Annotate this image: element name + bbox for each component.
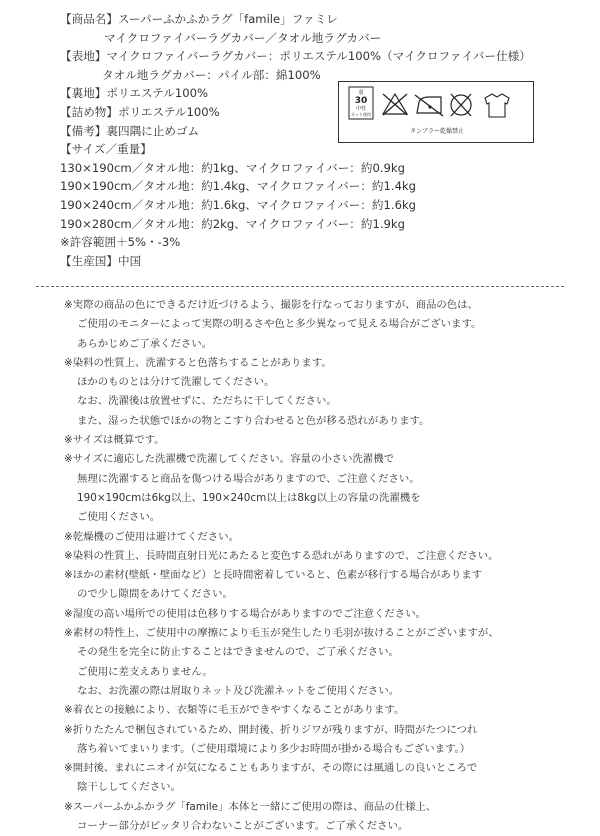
note-line: 落ち着いてまいります。（ご使用環境により多少お時間が掛かる場合もございます。）	[77, 742, 471, 755]
note-line: ※スーパーふかふかラグ「famile」本体と一緒にご使用の際は、商品の仕様上、	[64, 800, 437, 813]
note-line: 190×190cmは6kg以上、190×240cm以上は8kg以上の容量の洗濯機を	[77, 491, 421, 504]
note-line: ※実際の商品の色にできるだけ近づけるよう、撮影を行なっておりますが、商品の色は、	[64, 299, 478, 311]
spec-line: 【サイズ／重量】	[60, 142, 152, 157]
note-line: ※着衣との接触により、衣類等に毛玉ができやすくなることがあります。	[64, 704, 405, 717]
note-line: ほかのものとは分けて洗濯してください。	[77, 376, 275, 389]
spec-line: 130×190cm／タオル地：約1kg、マイクロファイバー：約0.9kg	[60, 160, 405, 175]
wash-text-4: ネット使用	[351, 112, 371, 117]
section-divider	[36, 286, 564, 287]
note-line: ※湿度の高い場所での使用は色移りする場合がありますのでご注意ください。	[64, 607, 426, 620]
note-line: ※ほかの素材(壁紙・壁面など）と長時間密着していると、色素が移行する場合があります	[64, 569, 482, 582]
spec-line: タオル地ラグカバー：パイル部：綿100%	[102, 67, 321, 82]
note-line: コーナー部分がピッタリ合わないことがございます。ご了承ください。	[77, 820, 409, 833]
tumble-dry-prohibited-label: タンブラー乾燥禁止	[409, 128, 464, 135]
note-line: あらかじめご了承ください。	[77, 337, 213, 350]
note-line: ※染料の性質上、長時間直射日光にあたると変色する恐れがありますので、ご注意ください。	[64, 549, 499, 562]
spec-line: マイクロファイバーラグカバー／タオル地ラグカバー	[104, 30, 382, 45]
note-line: なお、洗濯後は放置せずに、ただちに干してください。	[77, 395, 337, 408]
note-line: なお、お洗濯の際は屑取りネット及び洗濯ネットをご使用ください。	[77, 684, 400, 697]
wash-30-net-icon	[349, 87, 373, 119]
spec-line: 【商品名】スーパーふかふかラグ「famile」ファミレ	[60, 12, 338, 26]
spec-line: ※許容範囲＋5%・-3%	[60, 235, 181, 250]
no-dryclean-icon	[451, 94, 471, 116]
spec-line: 【生産国】中国	[60, 253, 142, 268]
spec-line: 【表地】マイクロファイバーラグカバー：ポリエステル100%（マイクロファイバー仕様）	[60, 49, 531, 64]
note-line: また、湿った状態でほかの物とこすり合わせると色が移る恐れがあります。	[77, 414, 430, 427]
note-line: ので少し隙間をあけてください。	[77, 588, 233, 601]
note-line: ※乾燥機のご使用は避けてください。	[64, 530, 239, 543]
note-line: ご使用ください。	[77, 511, 161, 524]
spec-line: 190×280cm／タオル地：約2kg、マイクロファイバー：約1.9kg	[60, 216, 405, 231]
hang-dry-icon	[485, 94, 509, 117]
spec-line: 【裏地】ポリエステル100%	[60, 86, 209, 101]
note-line: ※サイズに適応した洗濯機で洗濯してください。容量の小さい洗濯機で	[64, 453, 394, 466]
note-line: その発生を完全に防止することはできませんので、ご了承ください。	[77, 646, 399, 659]
note-line: ※染料の性質上、洗濯すると色落ちすることがあります。	[64, 356, 332, 369]
note-line: ※素材の特性上、ご使用中の摩擦により毛玉が発生したり毛羽が抜けることがございますが、	[64, 627, 499, 640]
spec-line: 190×240cm／タオル地：約1.6kg、マイクロファイバー：約1.6kg	[60, 197, 417, 212]
wash-text-3: 中性	[355, 106, 367, 112]
note-line: ご使用に差支えありません。	[77, 665, 213, 678]
spec-line: 【備考】裏四隅に止めゴム	[60, 123, 200, 138]
wash-text-2: 30	[354, 96, 368, 106]
note-line: ご使用のモニターによって実際の明るさや色と多少異なって見える場合がございます。	[77, 318, 482, 331]
note-line: 無理に洗濯すると商品を傷つける場合がありますので、ご注意ください。	[77, 472, 420, 485]
note-line: ※折りたたんで梱包されているため、開封後、折りジワが残りますが、時間がたつにつれ	[64, 723, 478, 736]
note-line: ※サイズは概算です。	[64, 434, 165, 447]
notes-section	[64, 296, 564, 836]
care-label-box	[338, 81, 534, 143]
spec-line: 【詰め物】ポリエステル100%	[60, 104, 220, 119]
wash-text-1: 弱	[358, 90, 364, 96]
iron-low-icon	[415, 95, 443, 116]
note-line: ※開封後、まれにニオイが気になることもありますが、その際には風通しの良いところで	[64, 762, 478, 775]
note-line: 陰干ししてください。	[77, 781, 181, 794]
no-bleach-icon	[383, 94, 407, 115]
spec-line: 190×190cm／タオル地：約1.4kg、マイクロファイバー：約1.4kg	[60, 179, 417, 194]
